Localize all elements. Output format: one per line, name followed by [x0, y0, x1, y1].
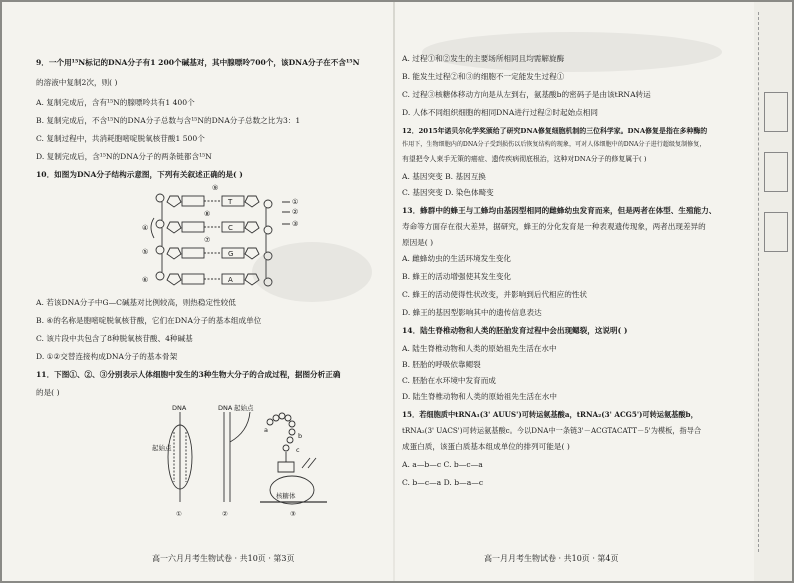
q12-options-cd: C. 基因突变 D. 染色体畸变 — [402, 188, 494, 197]
q13-stem: 13．蜂群中的蜂王与工蜂均由基因型相同的雌蜂幼虫发育而来，但是两者在体型、生殖能力、 — [402, 206, 717, 215]
q14-option-d: D. 陆生脊椎动物和人类的原始祖先生活在水中 — [402, 392, 557, 401]
phosphate-circle — [156, 272, 164, 280]
q14-option-b: B. 胚胎的呼吸依靠鳃裂 — [402, 360, 481, 369]
figure-label: ② — [292, 208, 299, 216]
base-letter: A — [228, 276, 233, 284]
base-letter: C — [228, 224, 233, 232]
right-page-footer: 高一月月考生物试卷 · 共10页 · 第4页 — [484, 554, 619, 563]
sugar-pentagon — [245, 248, 259, 259]
figure-label: ① — [292, 198, 299, 206]
q11-stem-cont: 的是( ) — [36, 388, 60, 397]
q9-option-a: A. 复制完成后，含有¹⁵N的腺嘌呤共有1 400个 — [36, 98, 195, 107]
figure-label: ② — [222, 510, 228, 518]
q9-option-d: D. 复制完成后，含¹⁵N的DNA分子的两条链都含¹⁵N — [36, 152, 212, 161]
figure-label: ⑦ — [204, 236, 211, 244]
figure-label: ① — [176, 510, 182, 518]
sugar-pentagon — [167, 222, 181, 233]
phosphate-circle — [264, 200, 272, 208]
figure-label: DNA — [172, 404, 187, 412]
q9-stem: 9．一个用¹⁵N标记的DNA分子有1 200个碱基对，其中腺嘌呤700个，该DNA分子在不含¹⁵N — [36, 58, 360, 67]
figure-label: 起始点 — [234, 404, 254, 412]
q12-stem: 12．2015年诺贝尔化学奖颁给了研究DNA修复细胞机制的三位科学家。DNA修复是指在多种酶的 — [402, 127, 708, 135]
q12-stem-cont: 作用下，生物细胞内的DNA分子受到损伤以后恢复结构的现象，可对人体细胞中的DNA分子进行超级复制修复， — [402, 141, 706, 148]
scan-smudge — [422, 32, 722, 72]
figure-label: 起始点 — [152, 444, 172, 452]
q11-option-b: B. 能发生过程②和③的细胞不一定能发生过程① — [402, 72, 565, 81]
sugar-pentagon — [167, 248, 181, 259]
base-box — [182, 196, 204, 206]
q15-stem-cont2: 成蛋白质，该蛋白质基本组成单位的排列可能是( ) — [402, 442, 570, 451]
q10-option-c: C. 该片段中共包含了8种脱氧核苷酸、4种碱基 — [36, 334, 193, 343]
base-letter: T — [228, 198, 233, 206]
sugar-pentagon — [245, 222, 259, 233]
q9-stem-cont: 的溶液中复制2次，则( ) — [36, 78, 118, 87]
q13-stem-cont2: 原因是( ) — [402, 238, 434, 247]
left-page-footer: 高一六月月考生物试卷 · 共10页 · 第3页 — [152, 554, 295, 563]
phosphate-circle — [156, 194, 164, 202]
figure-label: ⑤ — [142, 248, 149, 256]
sugar-pentagon — [167, 196, 181, 207]
q12-options-ab: A. 基因突变 B. 基因互换 — [402, 172, 486, 181]
binding-field-box — [764, 92, 788, 132]
binding-margin — [754, 2, 792, 581]
binding-dashed-line — [758, 12, 759, 552]
figure-label: ③ — [290, 510, 296, 518]
figure-label: c — [296, 446, 300, 454]
q10-option-d: D. ①②交替连接构成DNA分子的基本骨架 — [36, 352, 178, 361]
right-page — [394, 2, 792, 581]
binding-field-box — [764, 212, 788, 252]
q15-options-cd: C. b—c—a D. b—a—c — [402, 478, 484, 487]
q13-option-c: C. 蜂王的活动使得性状改变，并影响到后代相应的性状 — [402, 290, 588, 299]
phosphate-circle — [156, 220, 164, 228]
base-box — [182, 248, 204, 258]
exam-sheet — [2, 2, 792, 581]
figure-label: ④ — [142, 224, 149, 232]
q15-stem-cont: tRNA₃(3' UACS')可转运氨基酸c。今以DNA中一条链3'－ACGTACATT－5'为模板，指导合 — [402, 426, 702, 435]
q11-option-a: A. 过程①和②发生的主要场所相同且均需解旋酶 — [402, 54, 565, 63]
q13-option-d: D. 蜂王的基因型影响其中的遗传信息表达 — [402, 308, 542, 317]
figure-label: b — [298, 432, 303, 440]
q10-option-a: A. 若该DNA分子中G—C碱基对比例较高，则热稳定性较低 — [36, 298, 236, 307]
q14-option-a: A. 陆生脊椎动物和人类的原始祖先生活在水中 — [402, 344, 557, 353]
sugar-pentagon — [167, 274, 181, 285]
phosphate-circle — [156, 246, 164, 254]
q14-option-c: C. 胚胎在水环境中发育而成 — [402, 376, 496, 385]
base-box — [182, 274, 204, 284]
q15-stem: 15．若细胞质中tRNA₁(3' AUUS')可转运氨基酸a，tRNA₂(3' ACG5')可转运氨基酸b， — [402, 410, 698, 419]
q10-stem: 10．如图为DNA分子结构示意图，下列有关叙述正确的是( ) — [36, 170, 243, 179]
q9-option-c: C. 复制过程中，共消耗胞嘧啶脱氧核苷酸1 500个 — [36, 134, 205, 143]
sugar-pentagon — [245, 196, 259, 207]
q14-stem: 14．陆生脊椎动物和人类的胚胎发育过程中会出现鳃裂，这说明( ) — [402, 326, 628, 335]
figure-label: DNA — [218, 404, 233, 412]
figure-label: ⑨ — [212, 184, 219, 192]
q12-stem-cont2: 有望把令人束手无策的癌症、遗传疾病彻底根治，这种对DNA分子的修复属于( ) — [402, 155, 647, 163]
figure-label: a — [264, 426, 268, 434]
base-box — [222, 196, 244, 206]
q13-stem-cont: 寿命等方面存在很大差异，据研究，蜂王的分化发育是一种表观遗传现象，两者出现差异的 — [402, 222, 706, 231]
base-box — [222, 274, 244, 284]
q9-option-b: B. 复制完成后，不含¹⁵N的DNA分子总数与含¹⁵N的DNA分子总数之比为3：1 — [36, 116, 301, 125]
figure-label: 核糖体 — [276, 492, 296, 500]
q13-option-a: A. 雌蜂幼虫的生活环境发生变化 — [402, 254, 512, 263]
figure-label: ⑧ — [204, 210, 211, 218]
q11-stem: 11．下图①、②、③分别表示人体细胞中发生的3种生物大分子的合成过程，据图分析正确 — [36, 370, 341, 379]
base-letter: G — [228, 250, 234, 258]
binding-field-box — [764, 152, 788, 192]
scan-smudge — [252, 242, 372, 302]
q10-option-b: B. ④的名称是胞嘧啶脱氧核苷酸，它们在DNA分子的基本组成单位 — [36, 316, 262, 325]
phosphate-circle — [264, 226, 272, 234]
synthesis-process-figure — [152, 402, 332, 520]
q11-option-c: C. 过程③核糖体移动方向是从左到右，氨基酸b的密码子是由该tRNA转运 — [402, 90, 651, 99]
figure-label: ③ — [292, 220, 299, 228]
q15-options-ab: A. a—b—c C. b—c—a — [402, 460, 483, 469]
base-box — [222, 222, 244, 232]
figure-label: ⑥ — [142, 276, 149, 284]
q11-option-d: D. 人体不同组织细胞的相同DNA进行过程②时起始点相同 — [402, 108, 598, 117]
base-box — [182, 222, 204, 232]
q13-option-b: B. 蜂王的活动增强使其发生变化 — [402, 272, 512, 281]
